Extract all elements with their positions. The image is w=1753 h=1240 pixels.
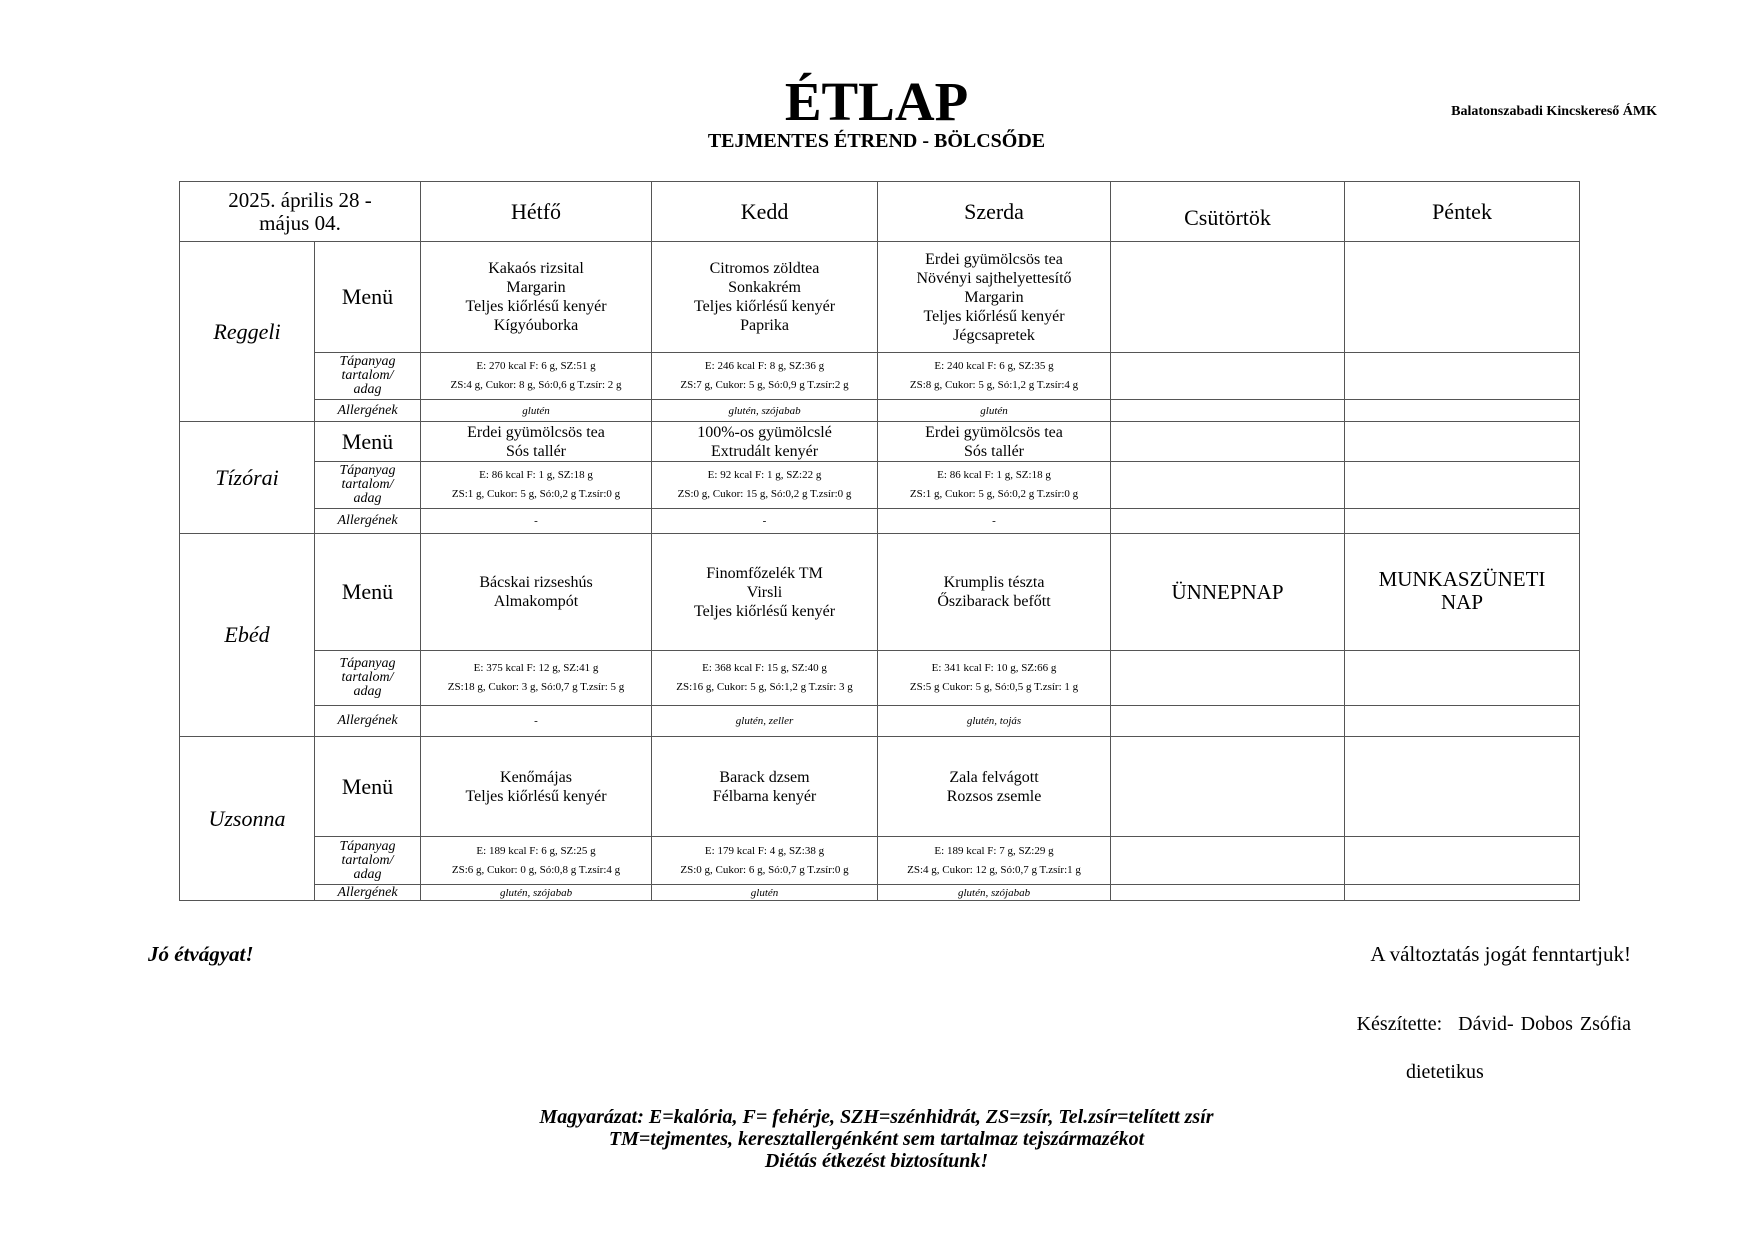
allergen-cell-reggeli-csutortok <box>1111 400 1345 422</box>
holiday-cell-csutortok <box>1111 534 1345 651</box>
menu-item: Félbarna kenyér <box>712 787 817 805</box>
menu-item: Teljes kiőrlésű kenyér <box>923 307 1065 325</box>
nutrient-line: E: 179 kcal F: 4 g, SZ:38 g <box>704 844 825 857</box>
allergen-cell-tizorai-hetfo: - <box>421 509 652 534</box>
menu-item: Őszibarack befőtt <box>937 593 1051 610</box>
menu-item: Kakaós rizsital <box>488 260 584 277</box>
menu-item: Citromos zöldtea <box>709 260 820 277</box>
nutrient-cell-uzsonna-hetfo <box>421 837 652 885</box>
table-row <box>180 509 1580 534</box>
weekly-menu-table <box>179 181 1580 901</box>
day-header-szerda: Szerda <box>878 182 1111 242</box>
author-role: dietetikus <box>1406 1061 1484 1083</box>
nutrient-line: ZS:4 g, Cukor: 8 g, Só:0,6 g T.zsír: 2 g <box>450 379 622 391</box>
nutrient-cell-tizorai-csutortok <box>1111 462 1345 509</box>
menu-cell-tizorai-pentek <box>1345 422 1580 462</box>
nutrient-line: ZS:0 g, Cukor: 15 g, Só:0,2 g T.zsír:0 g <box>677 488 852 500</box>
label-line: Tápanyag <box>339 838 396 854</box>
author-label: Készítette: <box>1356 1013 1443 1035</box>
menu-item: Teljes kiőrlésű kenyér <box>693 298 836 315</box>
meal-name-tizorai: Tízórai <box>180 422 315 534</box>
disclaimer-text: A változtatás jogát fenntartjuk! <box>1370 942 1631 966</box>
menu-item: Erdei gyümölcsös tea <box>925 423 1063 441</box>
label-line: tartalom/ <box>341 852 394 868</box>
menu-item: Barack dzsem <box>719 768 810 786</box>
allergen-cell-ebed-pentek <box>1345 706 1580 737</box>
greeting-text: Jó étvágyat! <box>148 942 254 966</box>
label-line: adag <box>353 684 382 699</box>
date-range-start: 2025. április 28 - <box>228 187 372 212</box>
label-line: tartalom/ <box>341 670 394 685</box>
nutrient-cell-ebed-csutortok <box>1111 651 1345 706</box>
nutrient-line: ZS:16 g, Cukor: 5 g, Só:1,2 g T.zsír: 3 g <box>676 681 853 693</box>
nutrient-line: E: 92 kcal F: 1 g, SZ:22 g <box>707 469 822 481</box>
table-row <box>180 353 1580 400</box>
row-label-menu: Menü <box>315 242 421 353</box>
menu-cell-reggeli-csutortok <box>1111 242 1345 353</box>
allergen-cell-reggeli-pentek <box>1345 400 1580 422</box>
menu-item: Paprika <box>740 317 789 334</box>
nutrient-line: E: 189 kcal F: 6 g, SZ:25 g <box>476 844 596 857</box>
menu-item: Jégcsapretek <box>953 326 1035 344</box>
menu-cell-ebed-hetfo <box>421 534 652 651</box>
nutrient-cell-ebed-hetfo <box>421 651 652 706</box>
menu-item: Margarin <box>964 288 1024 306</box>
row-label-allergens: Allergének <box>315 400 421 422</box>
menu-item: 100%-os gyümölcslé <box>697 423 832 441</box>
nutrient-line: E: 375 kcal F: 12 g, SZ:41 g <box>473 662 599 674</box>
nutrient-cell-tizorai-szerda <box>878 462 1111 509</box>
nutrient-line: E: 270 kcal F: 6 g, SZ:51 g <box>476 360 596 372</box>
menu-item: Sós tallér <box>964 442 1025 460</box>
allergen-cell-uzsonna-pentek <box>1345 885 1580 901</box>
date-range-cell <box>180 182 421 242</box>
allergen-cell-ebed-kedd: glutén, zeller <box>652 706 878 737</box>
label-line: Tápanyag <box>339 463 396 478</box>
nutrient-cell-tizorai-pentek <box>1345 462 1580 509</box>
allergen-cell-reggeli-szerda: glutén <box>878 400 1111 422</box>
nutrient-line: E: 368 kcal F: 15 g, SZ:40 g <box>702 662 827 674</box>
row-label-menu: Menü <box>315 534 421 651</box>
meal-name-reggeli: Reggeli <box>180 242 315 422</box>
nutrient-line: ZS:18 g, Cukor: 3 g, Só:0,7 g T.zsír: 5 g <box>447 681 625 693</box>
meal-name-ebed: Ebéd <box>180 534 315 737</box>
row-label-menu: Menü <box>315 422 421 462</box>
legend-block <box>0 1106 1753 1172</box>
menu-cell-uzsonna-szerda <box>878 737 1111 837</box>
holiday-label: MUNKASZÜNETI <box>1378 567 1546 591</box>
menu-item: Extrudált kenyér <box>710 442 819 460</box>
menu-item: Teljes kiőrlésű kenyér <box>693 602 836 620</box>
menu-item: Rozsos zsemle <box>946 787 1042 805</box>
menu-item: Növényi sajthelyettesítő <box>916 269 1072 287</box>
holiday-cell-pentek <box>1345 534 1580 651</box>
menu-cell-tizorai-kedd <box>652 422 878 462</box>
menu-item: Almakompót <box>493 593 579 610</box>
holiday-label: NAP <box>1441 590 1484 614</box>
menu-item: Sós tallér <box>506 442 567 460</box>
day-header-pentek: Péntek <box>1345 182 1580 242</box>
nutrient-line: ZS:4 g, Cukor: 12 g, Só:0,7 g T.zsír:1 g <box>907 863 1081 876</box>
menu-cell-uzsonna-hetfo <box>421 737 652 837</box>
nutrient-cell-tizorai-kedd <box>652 462 878 509</box>
allergen-cell-reggeli-kedd: glutén, szójabab <box>652 400 878 422</box>
label-line: adag <box>353 382 382 397</box>
allergen-cell-tizorai-csutortok <box>1111 509 1345 534</box>
table-row <box>180 242 1580 353</box>
nutrient-cell-reggeli-szerda <box>878 353 1111 400</box>
legend-line: TM=tejmentes, keresztallergénként sem tartalmaz tejszármazékot <box>608 1128 1145 1150</box>
nutrient-cell-ebed-pentek <box>1345 651 1580 706</box>
table-header-row <box>180 182 1580 242</box>
nutrient-line: E: 189 kcal F: 7 g, SZ:29 g <box>934 844 1054 857</box>
label-line: tartalom/ <box>341 368 394 383</box>
allergen-cell-uzsonna-szerda: glutén, szójabab <box>878 885 1111 901</box>
menu-cell-uzsonna-csutortok <box>1111 737 1345 837</box>
menu-cell-reggeli-szerda <box>878 242 1111 353</box>
menu-item: Bácskai rizseshús <box>479 574 593 591</box>
meal-name-uzsonna: Uzsonna <box>180 737 315 901</box>
nutrient-line: ZS:1 g, Cukor: 5 g, Só:0,2 g T.zsír:0 g <box>451 488 621 500</box>
menu-item: Teljes kiőrlésű kenyér <box>465 298 607 315</box>
nutrient-cell-tizorai-hetfo <box>421 462 652 509</box>
label-line: tartalom/ <box>341 477 394 492</box>
legend-line: Magyarázat: E=kalória, F= fehérje, SZH=szénhidrát, ZS=zsír, Tel.zsír=telített zsír <box>539 1106 1214 1128</box>
table-row <box>180 462 1580 509</box>
menu-item: Margarin <box>506 279 566 296</box>
allergen-cell-uzsonna-kedd: glutén <box>652 885 878 901</box>
nutrient-cell-uzsonna-pentek <box>1345 837 1580 885</box>
menu-cell-ebed-kedd <box>652 534 878 651</box>
row-label-nutrients <box>315 837 421 885</box>
menu-item: Teljes kiőrlésű kenyér <box>465 787 607 805</box>
row-label-nutrients <box>315 353 421 400</box>
nutrient-line: ZS:7 g, Cukor: 5 g, Só:0,9 g T.zsír:2 g <box>680 379 849 391</box>
menu-item: Virsli <box>746 583 783 601</box>
nutrient-line: ZS:1 g, Cukor: 5 g, Só:0,2 g T.zsír:0 g <box>909 488 1079 500</box>
allergen-cell-ebed-hetfo: - <box>421 706 652 737</box>
nutrient-cell-reggeli-kedd <box>652 353 878 400</box>
table-row <box>180 706 1580 737</box>
table-row <box>180 885 1580 901</box>
menu-cell-tizorai-hetfo <box>421 422 652 462</box>
nutrient-cell-uzsonna-kedd <box>652 837 878 885</box>
menu-item: Krumplis tészta <box>943 574 1045 591</box>
allergen-cell-tizorai-kedd: - <box>652 509 878 534</box>
menu-cell-reggeli-pentek <box>1345 242 1580 353</box>
allergen-cell-ebed-szerda: glutén, tojás <box>878 706 1111 737</box>
table-row <box>180 651 1580 706</box>
label-line: adag <box>353 491 382 506</box>
menu-item: Kenőmájas <box>500 768 572 786</box>
menu-item: Erdei gyümölcsös tea <box>467 423 605 441</box>
nutrient-cell-uzsonna-szerda <box>878 837 1111 885</box>
allergen-cell-tizorai-pentek <box>1345 509 1580 534</box>
menu-cell-reggeli-hetfo <box>421 242 652 353</box>
menu-item: Erdei gyümölcsös tea <box>925 250 1063 268</box>
allergen-cell-reggeli-hetfo: glutén <box>421 400 652 422</box>
author-line <box>1357 1013 1631 1036</box>
table-row <box>180 737 1580 837</box>
table-row <box>180 400 1580 422</box>
menu-item: Kígyóuborka <box>493 317 579 334</box>
row-label-allergens: Allergének <box>315 509 421 534</box>
table-row <box>180 422 1580 462</box>
table-row <box>180 534 1580 651</box>
menu-cell-uzsonna-kedd <box>652 737 878 837</box>
day-header-hetfo: Hétfő <box>421 182 652 242</box>
nutrient-cell-uzsonna-csutortok <box>1111 837 1345 885</box>
nutrient-line: E: 246 kcal F: 8 g, SZ:36 g <box>704 360 825 372</box>
menu-cell-reggeli-kedd <box>652 242 878 353</box>
nutrient-cell-ebed-szerda <box>878 651 1111 706</box>
menu-cell-uzsonna-pentek <box>1345 737 1580 837</box>
allergen-cell-tizorai-szerda: - <box>878 509 1111 534</box>
allergen-cell-uzsonna-csutortok <box>1111 885 1345 901</box>
nutrient-line: ZS:8 g, Cukor: 5 g, Só:1,2 g T.zsír:4 g <box>909 379 1079 391</box>
row-label-allergens: Allergének <box>315 885 421 901</box>
day-header-kedd: Kedd <box>652 182 878 242</box>
nutrient-cell-ebed-kedd <box>652 651 878 706</box>
label-line: Tápanyag <box>339 656 396 671</box>
menu-cell-tizorai-csutortok <box>1111 422 1345 462</box>
allergen-cell-uzsonna-hetfo: glutén, szójabab <box>421 885 652 901</box>
nutrient-line: E: 240 kcal F: 6 g, SZ:35 g <box>934 360 1054 372</box>
page-title: ÉTLAP <box>784 71 969 132</box>
organization-name: Balatonszabadi Kincskereső ÁMK <box>1451 104 1657 119</box>
nutrient-cell-reggeli-pentek <box>1345 353 1580 400</box>
legend-line: Diétás étkezést biztosítunk! <box>764 1150 989 1172</box>
nutrient-line: E: 86 kcal F: 1 g, SZ:18 g <box>937 469 1051 481</box>
row-label-menu: Menü <box>315 737 421 837</box>
nutrient-line: ZS:0 g, Cukor: 6 g, Só:0,7 g T.zsír:0 g <box>680 863 849 876</box>
nutrient-line: E: 341 kcal F: 10 g, SZ:66 g <box>931 662 1057 674</box>
nutrient-line: ZS:5 g Cukor: 5 g, Só:0,5 g T.zsír: 1 g <box>909 681 1079 693</box>
date-range-end: május 04. <box>259 210 341 235</box>
menu-cell-ebed-szerda <box>878 534 1111 651</box>
row-label-nutrients <box>315 651 421 706</box>
holiday-label: ÜNNEPNAP <box>1171 579 1284 604</box>
row-label-nutrients <box>315 462 421 509</box>
menu-item: Sonkakrém <box>728 279 801 296</box>
row-label-allergens: Allergének <box>315 706 421 737</box>
page-subtitle: TEJMENTES ÉTREND - BÖLCSŐDE <box>707 130 1046 152</box>
menu-cell-tizorai-szerda <box>878 422 1111 462</box>
author-name: Dávid- Dobos Zsófia <box>1458 1013 1631 1035</box>
table-row <box>180 837 1580 885</box>
nutrient-cell-reggeli-hetfo <box>421 353 652 400</box>
nutrient-cell-reggeli-csutortok <box>1111 353 1345 400</box>
label-line: adag <box>353 866 382 882</box>
menu-item: Zala felvágott <box>949 768 1039 786</box>
day-header-csutortok: Csütörtök <box>1111 182 1345 242</box>
nutrient-line: ZS:6 g, Cukor: 0 g, Só:0,8 g T.zsír:4 g <box>451 863 621 876</box>
nutrient-line: E: 86 kcal F: 1 g, SZ:18 g <box>479 469 593 481</box>
allergen-cell-ebed-csutortok <box>1111 706 1345 737</box>
label-line: Tápanyag <box>339 354 396 369</box>
menu-item: Finomfőzelék TM <box>706 564 823 582</box>
